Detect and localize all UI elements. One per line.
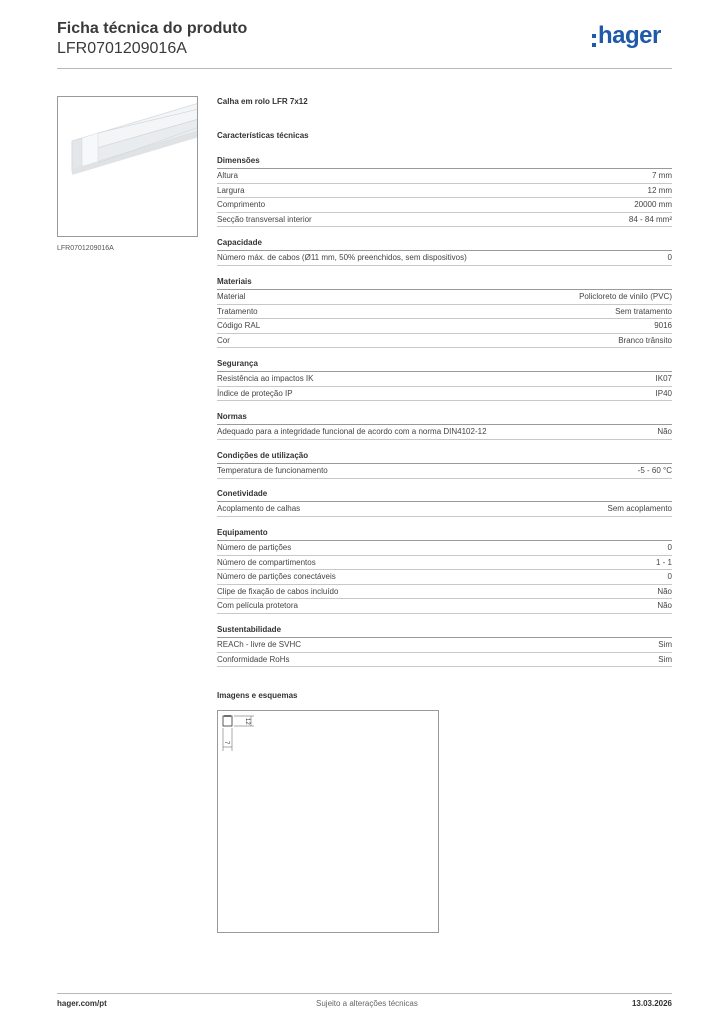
spec-row	[217, 387, 672, 402]
spec-value: 84 - 84 mm²	[628, 214, 672, 224]
spec-value: -5 - 60 °C	[637, 466, 672, 475]
spec-value: IK07	[655, 374, 672, 383]
section-title: Condições de utilização	[217, 451, 672, 464]
spec-row	[217, 425, 672, 440]
footer-divider	[57, 993, 672, 994]
spec-label: Largura	[217, 185, 245, 195]
spec-label: Cor	[217, 335, 230, 345]
image-caption: LFR0701209016A	[57, 245, 114, 252]
section-normas	[217, 412, 672, 440]
spec-label: Comprimento	[217, 200, 266, 209]
spec-row	[217, 251, 672, 266]
section-title: Equipamento	[217, 528, 672, 541]
spec-label: Número máx. de cabos (Ø11 mm, 50% preenchidos, sem dispositivos)	[217, 253, 467, 262]
spec-label: Número de compartimentos	[217, 557, 316, 567]
spec-value: Sem acoplamento	[607, 504, 672, 513]
spec-value: Sim	[658, 640, 672, 649]
spec-value: IP40	[655, 388, 672, 398]
spec-row	[217, 599, 672, 614]
section-sustentabilidade	[217, 625, 672, 667]
spec-label: Com película protetora	[217, 601, 298, 610]
section-dimensoes	[217, 156, 672, 227]
product-name: Calha em rolo LFR 7x12	[217, 97, 308, 106]
spec-value: Não	[657, 586, 672, 596]
spec-row	[217, 638, 672, 653]
spec-value: 1 - 1	[655, 557, 672, 567]
section-title: Materiais	[217, 277, 672, 290]
spec-row	[217, 334, 672, 349]
dimension-width-label: 12	[244, 718, 250, 725]
spec-label: Número de partições	[217, 543, 292, 552]
spec-row	[217, 184, 672, 199]
logo-dot-icon	[592, 43, 596, 47]
spec-label: Código RAL	[217, 321, 261, 330]
spec-row	[217, 556, 672, 571]
section-title: Capacidade	[217, 238, 672, 251]
footer-date: 13.03.2026	[631, 999, 672, 1008]
spec-label: Altura	[217, 171, 238, 180]
cable-trunking-picture	[58, 97, 198, 237]
technical-drawing	[217, 710, 439, 933]
specs-heading: Características técnicas	[217, 131, 309, 140]
spec-value: Branco trânsito	[618, 335, 672, 345]
spec-value: 0	[667, 543, 672, 552]
section-title: Conetividade	[217, 489, 672, 502]
spec-label: Índice de proteção IP	[217, 388, 293, 398]
spec-label: Temperatura de funcionamento	[217, 466, 328, 475]
spec-label: Conformidade RoHs	[217, 654, 290, 664]
spec-value: Não	[657, 427, 672, 436]
section-title: Sustentabilidade	[217, 625, 672, 638]
spec-label: Secção transversal interior	[217, 214, 312, 224]
images-heading: Imagens e esquemas	[217, 691, 298, 700]
dimension-height-label: 7	[223, 741, 229, 745]
spec-value: Sem tratamento	[615, 306, 672, 316]
spec-label: Material	[217, 292, 246, 301]
spec-row	[217, 305, 672, 320]
spec-value: Sim	[658, 654, 672, 664]
spec-label: Tratamento	[217, 306, 258, 316]
spec-label: Clipe de fixação de cabos incluído	[217, 586, 339, 596]
spec-row	[217, 570, 672, 585]
section-conetividade	[217, 489, 672, 517]
section-equipamento	[217, 528, 672, 614]
spec-value: Não	[657, 601, 672, 610]
section-materiais	[217, 277, 672, 348]
spec-row	[217, 653, 672, 668]
footer-website: hager.com/pt	[57, 999, 107, 1008]
spec-row	[217, 541, 672, 556]
product-reference: LFR0701209016A	[57, 40, 187, 57]
spec-value: 20000 mm	[634, 200, 672, 209]
spec-value: 7 mm	[652, 171, 672, 180]
spec-value: 9016	[654, 321, 672, 330]
cross-section-drawing	[218, 711, 438, 932]
spec-row	[217, 213, 672, 228]
spec-row	[217, 198, 672, 213]
spec-label: Resistência ao impactos IK	[217, 374, 314, 383]
spec-label: Número de partições conectáveis	[217, 572, 336, 581]
spec-row	[217, 585, 672, 600]
section-capacidade	[217, 238, 672, 266]
page-title: Ficha técnica do produto	[57, 20, 248, 37]
spec-value: 0	[667, 572, 672, 581]
spec-value: 12 mm	[647, 185, 672, 195]
spec-label: REACh - livre de SVHC	[217, 640, 302, 649]
spec-label: Adequado para a integridade funcional de acordo com a norma DIN4102-12	[217, 427, 487, 436]
footer-note: Sujeito a alterações técnicas	[316, 999, 418, 1008]
section-condicoes-utilizacao	[217, 451, 672, 479]
product-image	[57, 96, 198, 237]
spec-row	[217, 319, 672, 334]
spec-value: 0	[667, 253, 672, 262]
section-seguranca	[217, 359, 672, 401]
spec-row	[217, 372, 672, 387]
spec-label: Acoplamento de calhas	[217, 504, 301, 513]
header-divider	[57, 68, 672, 69]
spec-row	[217, 464, 672, 479]
section-title: Normas	[217, 412, 672, 425]
spec-row	[217, 169, 672, 184]
spec-row	[217, 502, 672, 517]
logo-text: hager	[598, 22, 661, 49]
spec-row	[217, 290, 672, 305]
section-title: Dimensões	[217, 156, 672, 169]
spec-value: Policloreto de vinilo (PVC)	[579, 292, 672, 301]
logo-dot-icon	[592, 34, 596, 38]
section-title: Segurança	[217, 359, 672, 372]
